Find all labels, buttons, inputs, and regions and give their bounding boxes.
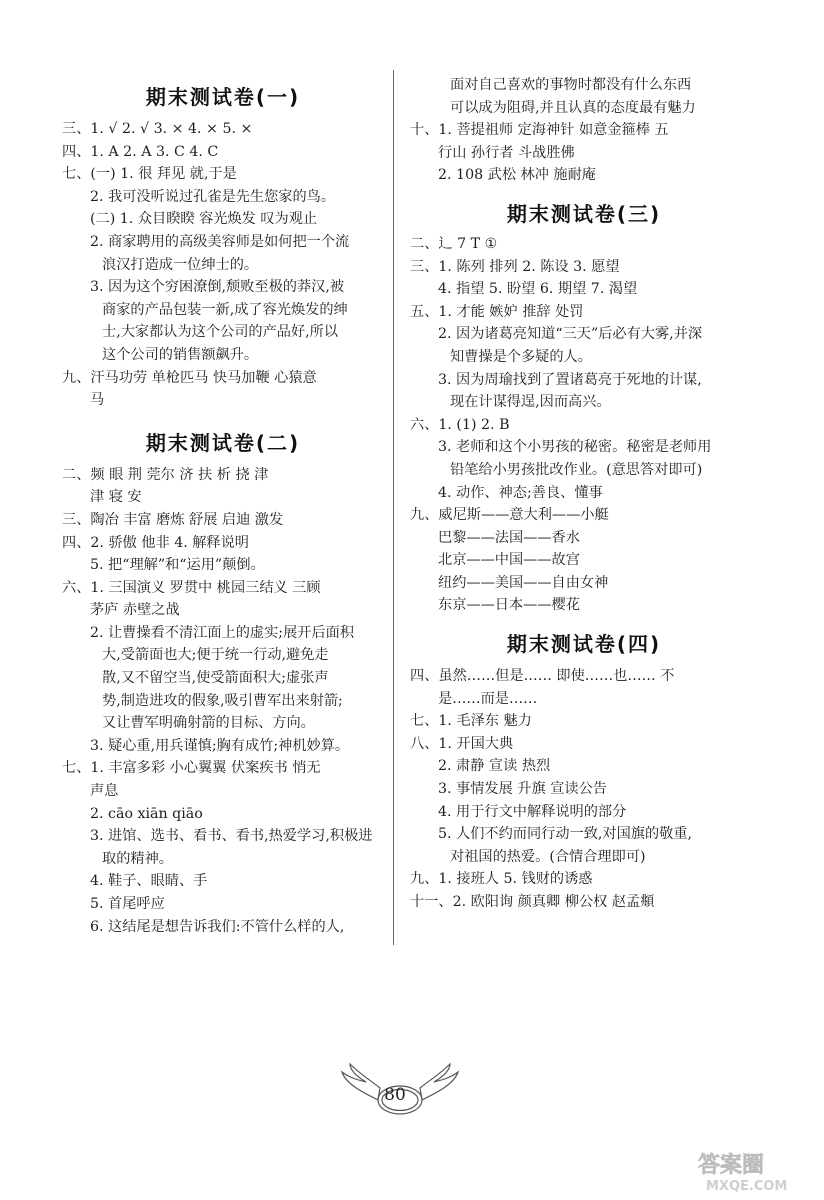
- answer-line: 面对自己喜欢的事物时都没有什么东西: [450, 77, 692, 93]
- answer-line: 四、2. 骄傲 他非 4. 解释说明: [62, 534, 249, 551]
- answer-line: 4. 用于行文中解释说明的部分: [438, 803, 627, 820]
- answer-line: 3. 进馆、选书、看书、看书,热爱学习,积极进: [90, 828, 373, 845]
- answer-line: 浪汉打造成一位绅士的。: [102, 256, 259, 273]
- answer-line: 2. 让曹操看不清江面上的虚实;展开后面积: [90, 624, 355, 641]
- left-column: [62, 72, 384, 938]
- answer-line: 东京——日本——樱花: [438, 597, 580, 614]
- exam-section-1: [62, 82, 384, 412]
- answer-line: 九、1. 接班人 5. 钱财的诱惑: [410, 871, 593, 888]
- answer-line: 行山 孙行者 斗战胜佛: [438, 144, 575, 161]
- answer-line: 九、汗马功劳 单枪匹马 快马加鞭 心猿意: [62, 369, 317, 386]
- answer-line: 六、1. 三国演义 罗贯中 桃园三结义 三顾: [62, 579, 321, 596]
- exam-section-2: [62, 428, 384, 938]
- answer-line: 这个公司的销售额飙升。: [102, 346, 259, 363]
- answer-line: 散,又不留空当,使受箭面积大;虚张声: [102, 670, 329, 687]
- answer-line: 4. 鞋子、眼睛、手: [90, 873, 208, 890]
- answer-line: 八、1. 开国大典: [410, 735, 514, 752]
- answer-line: 2. 因为诸葛亮知道“三天”后必有大雾,并深: [438, 326, 703, 343]
- answer-line: 巴黎——法国——香水: [438, 529, 580, 546]
- answer-line: 声息: [90, 783, 119, 800]
- answer-line: 3. 老师和这个小男孩的秘密。秘密是老师用: [438, 439, 712, 456]
- answer-line: 五、1. 才能 嫉妒 推辞 处罚: [410, 303, 584, 320]
- answer-line: 3. 事情发展 升旗 宣读公告: [438, 781, 607, 798]
- answer-line: 九、威尼斯——意大利——小艇: [410, 507, 609, 524]
- right-column: [410, 72, 758, 914]
- answer-line: 6. 这结尾是想告诉我们:不管什么样的人,: [90, 918, 345, 935]
- answer-line: 5. 人们不约而同行动一致,对国旗的敬重,: [438, 826, 693, 843]
- answer-line: 二、频 眼 荆 莞尔 济 扶 析 挠 津: [62, 466, 269, 483]
- answer-line: 是……而是……: [438, 690, 538, 707]
- answer-line: 三、1. 陈列 排列 2. 陈设 3. 愿望: [410, 258, 620, 275]
- exam-section-4: [410, 629, 758, 914]
- page-number: 80: [384, 1085, 406, 1105]
- answer-line: 势,制造进攻的假象,吸引曹军出来射箭;: [102, 692, 343, 709]
- answer-line: 对祖国的热爱。(合情合理即可): [450, 848, 646, 865]
- answer-line: 知曹操是个多疑的人。: [450, 348, 592, 365]
- svg-text:答案圈: 答案圈: [698, 1153, 765, 1178]
- answer-line: 2. cāo xiān qiāo: [90, 805, 203, 822]
- answer-line: 3. 疑心重,用兵谨慎;胸有成竹;神机妙算。: [90, 737, 350, 754]
- answer-line: 二、辶 7 T ①: [410, 235, 498, 252]
- right-wing-icon: [420, 1064, 458, 1100]
- answer-line: 茅庐 赤壁之战: [90, 602, 180, 619]
- exam-section-2-continued: [410, 74, 758, 187]
- section-title: 期末测试卷(三): [506, 201, 662, 226]
- answer-line: 七、(一) 1. 很 拜见 就,于是: [62, 166, 237, 183]
- answer-line: 北京——中国——故宫: [438, 552, 580, 569]
- answer-line: 2. 我可没听说过孔雀是先生您家的鸟。: [90, 188, 336, 205]
- answer-line: 七、1. 丰富多彩 小心翼翼 伏案疾书 悄无: [62, 760, 321, 777]
- answer-line: 现在计谋得逞,因而高兴。: [450, 394, 611, 411]
- answer-line: 又让曹军明确射箭的目标、方向。: [102, 715, 315, 732]
- answer-line: 取的精神。: [102, 850, 173, 867]
- section-title: 期末测试卷(四): [506, 632, 662, 657]
- answer-line: 5. 首尾呼应: [90, 896, 165, 912]
- site-watermark-logo: [694, 1148, 814, 1194]
- answer-line: 商家的产品包装一新,成了容光焕发的绅: [102, 301, 348, 318]
- answer-line: 津 寝 安: [90, 489, 142, 506]
- answer-line: (二) 1. 众目睽睽 容光焕发 叹为观止: [90, 211, 318, 228]
- answer-line: 七、1. 毛泽东 魅力: [410, 713, 532, 730]
- exam-section-3: [410, 199, 758, 617]
- answer-line: 六、1. (1) 2. B: [410, 416, 510, 433]
- answer-line: 铅笔给小男孩批改作业。(意思答对即可): [450, 461, 703, 478]
- answer-line: 十、1. 菩提祖师 定海神针 如意金箍棒 五: [410, 122, 669, 139]
- answer-line: 可以成为阻碍,并且认真的态度最有魅力: [450, 99, 696, 116]
- answer-line: 纽约——美国——自由女神: [438, 574, 609, 591]
- answer-line: 2. 商家聘用的高级美容师是如何把一个流: [90, 233, 350, 250]
- answer-line: 四、1. A 2. A 3. C 4. C: [62, 143, 219, 160]
- column-divider: [393, 70, 394, 945]
- svg-text:MXQE.COM: MXQE.COM: [706, 1179, 788, 1194]
- answer-line: 4. 动作、神态;善良、懂事: [438, 484, 603, 501]
- answer-line: 四、虽然……但是…… 即使……也…… 不: [410, 668, 675, 685]
- answer-line: 3. 因为这个穷困潦倒,颓败至极的莽汉,被: [90, 279, 345, 296]
- answer-line: 三、陶冶 丰富 磨炼 舒展 启迪 激发: [62, 511, 284, 528]
- section-title: 期末测试卷(一): [145, 85, 301, 109]
- answer-line: 士,大家都认为这个公司的产品好,所以: [102, 324, 339, 341]
- answer-line: 4. 指望 5. 盼望 6. 期望 7. 渴望: [438, 281, 638, 298]
- answer-line: 三、1. √ 2. √ 3. × 4. × 5. ×: [62, 121, 253, 137]
- answer-line: 3. 因为周瑜找到了置诸葛亮于死地的计谋,: [438, 371, 702, 388]
- answer-line: 5. 把“理解”和“运用”颠倒。: [90, 557, 265, 574]
- answer-line: 大,受箭面也大;便于统一行动,避免走: [102, 647, 329, 664]
- answer-line: 2. 肃静 宣读 热烈: [438, 758, 551, 775]
- answer-line: 十一、2. 欧阳询 颜真卿 柳公权 赵孟頫: [410, 894, 655, 910]
- section-title: 期末测试卷(二): [145, 430, 301, 455]
- answer-line: 2. 108 武松 林冲 施耐庵: [438, 167, 596, 184]
- answer-line: 马: [90, 392, 105, 409]
